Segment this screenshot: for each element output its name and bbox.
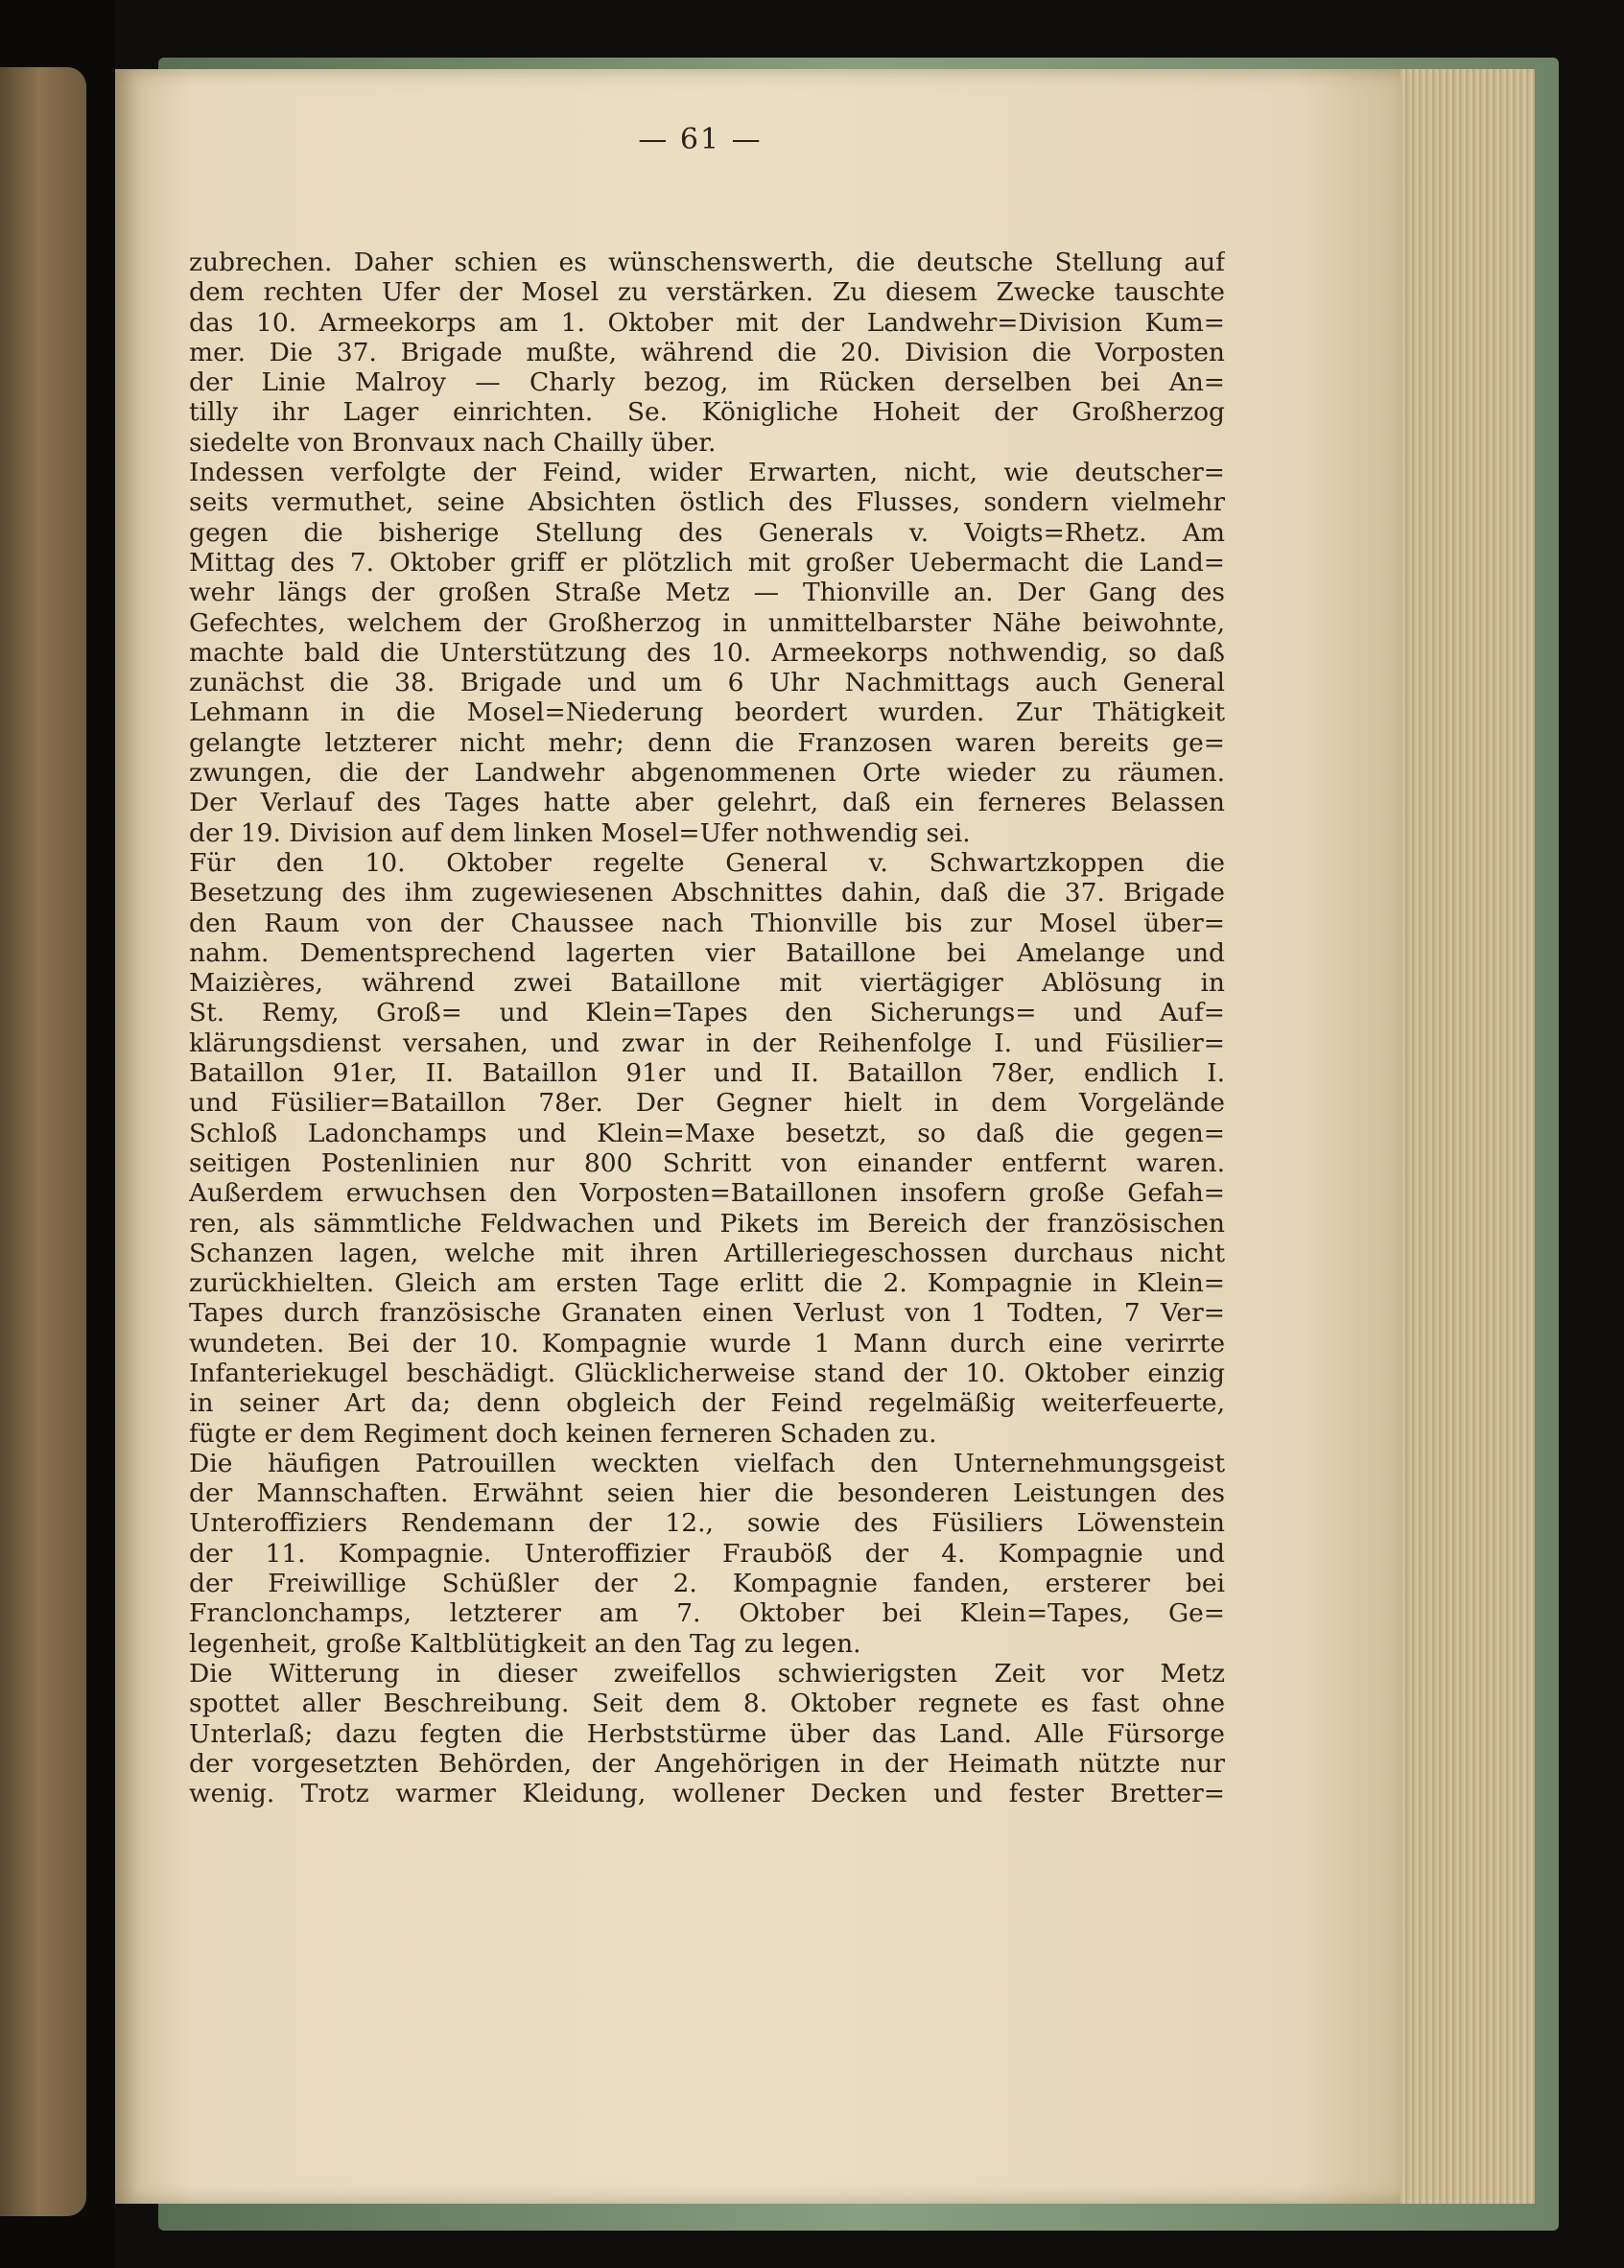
text-line: der 11. Kompagnie. Unteroffizier Frauböß der 4. Kompagnie und [189, 1538, 1225, 1569]
text-line: klärungsdienst versahen, und zwar in der Reihenfolge I. und Füsilier= [189, 1028, 1225, 1058]
text-line: fügte er dem Regiment doch keinen ferneren Schaden zu. [189, 1418, 937, 1449]
text-line: nahm. Dementsprechend lagerten vier Bataillone bei Amelange und [189, 937, 1225, 968]
text-line: St. Remy, Groß= und Klein=Tapes den Sicherungs= und Auf= [189, 998, 1225, 1028]
text-line: Bataillon 91er, II. Bataillon 91er und II. Bataillon 78er, endlich I. [189, 1058, 1225, 1089]
text-line: Die Witterung in dieser zweifellos schwierigsten Zeit vor Metz [189, 1658, 1225, 1689]
text-line: mer. Die 37. Brigade mußte, während die 20. Division die Vorposten [189, 337, 1225, 367]
text-line: Besetzung des ihm zugewiesenen Abschnittes dahin, daß die 37. Brigade [189, 878, 1225, 909]
text-line: spottet aller Beschreibung. Seit dem 8. Oktober regnete es fast ohne [189, 1689, 1225, 1719]
text-line: ren, als sämmtliche Feldwachen und Pikets im Bereich der französischen [189, 1208, 1225, 1239]
text-line: den Raum von der Chaussee nach Thionville bis zur Mosel über= [189, 908, 1225, 938]
text-line: seits vermuthet, seine Absichten östlich des Flusses, sondern vielmehr [189, 487, 1225, 518]
text-line: Mittag des 7. Oktober griff er plötzlich mit großer Uebermacht die Land= [189, 547, 1225, 578]
text-line: Die häufigen Patrouillen weckten vielfach den Unternehmungsgeist [189, 1448, 1225, 1478]
text-line: Franclonchamps, letzterer am 7. Oktober bei Klein=Tapes, Ge= [189, 1598, 1225, 1629]
text-line: Tapes durch französische Granaten einen Verlust von 1 Todten, 7 Ver= [189, 1298, 1225, 1329]
text-line: zubrechen. Daher schien es wünschenswerth, die deutsche Stellung auf [189, 248, 1225, 277]
text-line: Unteroffiziers Rendemann der 12., sowie des Füsiliers Löwenstein [189, 1508, 1225, 1539]
text-line: Außerdem erwuchsen den Vorposten=Bataillonen insofern große Gefah= [189, 1178, 1225, 1209]
text-line: Infanteriekugel beschädigt. Glücklicherweise stand der 10. Oktober einzig [189, 1358, 1225, 1388]
left-page-edge [0, 67, 86, 2216]
text-line: gelangte letzterer nicht mehr; denn die Franzosen waren bereits ge= [189, 727, 1225, 758]
text-line: der Linie Malroy — Charly bezog, im Rücken derselben bei An= [189, 367, 1225, 398]
text-line: tilly ihr Lager einrichten. Se. Königliche Hoheit der Großherzog [189, 397, 1225, 428]
text-line: gegen die bisherige Stellung des Generals v. Voigts=Rhetz. Am [189, 517, 1225, 548]
text-line: Indessen verfolgte der Feind, wider Erwarten, nicht, wie deutscher= [189, 458, 1225, 488]
body-text [189, 248, 1225, 1808]
text-line: der Mannschaften. Erwähnt seien hier die besonderen Leistungen des [189, 1478, 1225, 1509]
text-line: in seiner Art da; denn obgleich der Feind regelmäßig weiterfeuerte, [189, 1388, 1225, 1419]
text-line: zurückhielten. Gleich am ersten Tage erlitt die 2. Kompagnie in Klein= [189, 1268, 1225, 1299]
text-line: wenig. Trotz warmer Kleidung, wollener Decken und fester Bretter= [189, 1779, 1225, 1809]
text-line: und Füsilier=Bataillon 78er. Der Gegner hielt in dem Vorgelände [189, 1088, 1225, 1119]
text-line: dem rechten Ufer der Mosel zu verstärken. Zu diesem Zwecke tauschte [189, 277, 1225, 308]
text-line: Maizières, während zwei Bataillone mit viertägiger Ablösung in [189, 968, 1225, 999]
text-line: wundeten. Bei der 10. Kompagnie wurde 1 Mann durch eine verirrte [189, 1328, 1225, 1358]
text-line: Schloß Ladonchamps und Klein=Maxe besetzt, so daß die gegen= [189, 1118, 1225, 1148]
text-line: zunächst die 38. Brigade und um 6 Uhr Nachmittags auch General [189, 668, 1225, 698]
text-line: Schanzen lagen, welche mit ihren Artilleriegeschossen durchaus nicht [189, 1238, 1225, 1268]
text-line: Unterlaß; dazu fegten die Herbststürme über das Land. Alle Fürsorge [189, 1718, 1225, 1749]
page-stack-edges [1381, 69, 1535, 2204]
text-line: siedelte von Bronvaux nach Chailly über. [189, 427, 717, 458]
text-line: der vorgesetzten Behörden, der Angehörigen in der Heimath nützte nur [189, 1748, 1225, 1779]
text-line: Gefechtes, welchem der Großherzog in unmittelbarster Nähe beiwohnte, [189, 607, 1225, 638]
text-line: machte bald die Unterstützung des 10. Armeekorps nothwendig, so daß [189, 637, 1225, 668]
text-line: der 19. Division auf dem linken Mosel=Ufer nothwendig sei. [189, 817, 971, 848]
page-number: — 61 — [638, 123, 763, 156]
text-line: wehr längs der großen Straße Metz — Thionville an. Der Gang des [189, 578, 1225, 608]
text-line: der Freiwillige Schüßler der 2. Kompagnie fanden, ersterer bei [189, 1569, 1225, 1599]
text-line: legenheit, große Kaltblütigkeit an den Tag zu legen. [189, 1628, 861, 1659]
text-line: Lehmann in die Mosel=Niederung beordert wurden. Zur Thätigkeit [189, 697, 1225, 728]
text-line: zwungen, die der Landwehr abgenommenen Orte wieder zu räumen. [189, 758, 1225, 789]
text-line: seitigen Postenlinien nur 800 Schritt von einander entfernt waren. [189, 1147, 1225, 1178]
text-line: Für den 10. Oktober regelte General v. Schwartzkoppen die [189, 847, 1225, 878]
text-line: Der Verlauf des Tages hatte aber gelehrt, daß ein ferneres Belassen [189, 788, 1225, 818]
text-line: das 10. Armeekorps am 1. Oktober mit der Landwehr=Division Kum= [189, 307, 1225, 338]
